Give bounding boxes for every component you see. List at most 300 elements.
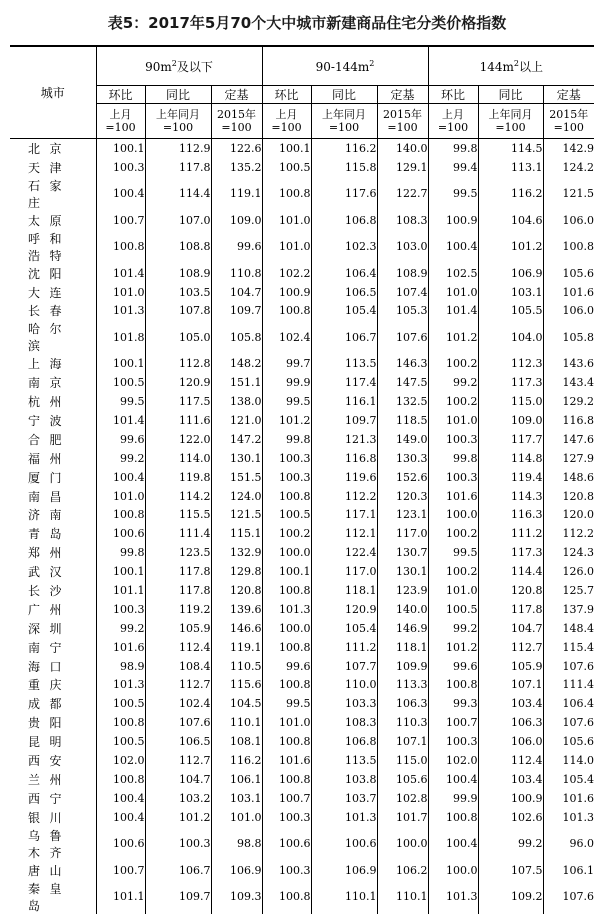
group-header-row [10, 46, 594, 86]
value-cell: 106.1 [543, 861, 594, 880]
value-cell: 101.6 [96, 638, 145, 657]
base-header-cell: 上年同月 =100 [478, 104, 543, 139]
city-cell: 沈 阳 [28, 266, 62, 281]
city-cell: 唐 山 [28, 863, 62, 878]
value-cell: 99.7 [262, 354, 311, 373]
table-row [10, 827, 594, 861]
city-cell: 银 川 [28, 810, 62, 825]
value-cell: 100.3 [428, 468, 478, 487]
value-cell: 147.6 [543, 430, 594, 449]
value-cell: 118.5 [377, 411, 428, 430]
value-cell: 100.5 [262, 158, 311, 177]
value-cell: 100.2 [428, 354, 478, 373]
value-cell: 119.4 [478, 468, 543, 487]
value-cell: 108.4 [145, 657, 211, 676]
table-row [10, 638, 594, 657]
value-cell: 105.4 [311, 619, 377, 638]
city-cell: 西 安 [28, 753, 62, 768]
value-cell: 100.5 [96, 694, 145, 713]
city-cell: 昆 明 [28, 735, 62, 750]
value-cell: 124.0 [211, 487, 262, 506]
value-cell: 146.3 [377, 354, 428, 373]
value-cell: 110.8 [211, 264, 262, 283]
value-cell: 100.3 [262, 468, 311, 487]
value-cell: 100.4 [96, 789, 145, 808]
value-cell: 99.8 [428, 449, 478, 468]
value-cell: 106.3 [478, 713, 543, 732]
value-cell: 99.8 [428, 139, 478, 158]
value-cell: 104.7 [211, 283, 262, 302]
value-cell: 120.8 [478, 581, 543, 600]
value-cell: 117.8 [478, 600, 543, 619]
city-cell: 兰 州 [28, 772, 62, 787]
value-cell: 101.0 [262, 211, 311, 230]
base-header-cell: 上年同月 =100 [311, 104, 377, 139]
value-cell: 112.3 [478, 354, 543, 373]
value-cell: 101.2 [478, 230, 543, 264]
value-cell: 110.3 [377, 713, 428, 732]
value-cell: 100.3 [145, 827, 211, 861]
value-cell: 99.8 [96, 543, 145, 562]
city-cell: 秦 皇 岛 [28, 881, 62, 913]
value-cell: 103.8 [311, 770, 377, 789]
value-cell: 101.3 [428, 880, 478, 914]
value-cell: 140.0 [377, 600, 428, 619]
value-cell: 106.3 [377, 694, 428, 713]
value-cell: 99.6 [96, 430, 145, 449]
value-cell: 110.1 [377, 880, 428, 914]
value-cell: 107.0 [145, 211, 211, 230]
value-cell: 99.3 [428, 694, 478, 713]
value-cell: 101.0 [211, 808, 262, 827]
value-cell: 102.4 [262, 320, 311, 354]
value-cell: 101.6 [543, 283, 594, 302]
table-row [10, 770, 594, 789]
value-cell: 99.5 [262, 392, 311, 411]
value-cell: 100.5 [96, 373, 145, 392]
value-cell: 142.9 [543, 139, 594, 158]
value-cell: 119.6 [311, 468, 377, 487]
value-cell: 126.0 [543, 562, 594, 581]
city-cell: 北 京 [10, 139, 96, 158]
value-cell: 106.8 [311, 211, 377, 230]
value-cell: 111.2 [478, 524, 543, 543]
city-cell: 乌 鲁 木 齐 [28, 828, 62, 860]
value-cell: 100.8 [262, 581, 311, 600]
value-cell: 106.8 [311, 732, 377, 751]
table-row [10, 789, 594, 808]
value-cell: 120.9 [145, 373, 211, 392]
value-cell: 120.8 [543, 487, 594, 506]
value-cell: 107.6 [145, 713, 211, 732]
value-cell: 100.7 [262, 789, 311, 808]
value-cell: 106.4 [311, 264, 377, 283]
city-cell: 长 沙 [28, 583, 62, 598]
value-cell: 111.6 [145, 411, 211, 430]
value-cell: 120.0 [543, 505, 594, 524]
value-cell: 105.9 [145, 619, 211, 638]
group-header-small: $90m^2$及以下 [96, 46, 262, 86]
table-row [10, 320, 594, 354]
value-cell: 100.9 [262, 283, 311, 302]
value-cell: 122.7 [377, 177, 428, 211]
value-cell: 106.4 [543, 694, 594, 713]
value-cell: 101.3 [96, 301, 145, 320]
city-cell: 南 昌 [28, 489, 62, 504]
value-cell: 100.0 [262, 619, 311, 638]
city-cell: 大 连 [28, 285, 62, 300]
value-cell: 99.5 [96, 392, 145, 411]
value-cell: 117.6 [311, 177, 377, 211]
value-cell: 109.0 [478, 411, 543, 430]
table-row [10, 449, 594, 468]
value-cell: 119.1 [211, 638, 262, 657]
value-cell: 102.6 [478, 808, 543, 827]
table-row [10, 675, 594, 694]
table-row [10, 657, 594, 676]
value-cell: 120.3 [377, 487, 428, 506]
value-cell: 105.6 [543, 264, 594, 283]
table-row [10, 619, 594, 638]
value-cell: 101.0 [96, 487, 145, 506]
value-cell: 116.8 [543, 411, 594, 430]
value-cell: 100.3 [428, 430, 478, 449]
value-cell: 123.1 [377, 505, 428, 524]
value-cell: 100.1 [262, 562, 311, 581]
value-cell: 98.8 [211, 827, 262, 861]
value-cell: 101.6 [543, 789, 594, 808]
value-cell: 100.3 [262, 449, 311, 468]
value-cell: 108.3 [311, 713, 377, 732]
value-cell: 104.5 [211, 694, 262, 713]
city-cell: 南 宁 [28, 640, 62, 655]
sub-header-cell: 环比 [428, 86, 478, 104]
value-cell: 129.1 [377, 158, 428, 177]
table-row [10, 354, 594, 373]
value-cell: 112.2 [543, 524, 594, 543]
value-cell: 100.8 [543, 230, 594, 264]
value-cell: 117.8 [145, 581, 211, 600]
value-cell: 149.0 [377, 430, 428, 449]
table-row [10, 230, 594, 264]
value-cell: 102.0 [428, 751, 478, 770]
value-cell: 115.1 [211, 524, 262, 543]
value-cell: 114.2 [145, 487, 211, 506]
value-cell: 117.0 [311, 562, 377, 581]
city-cell: 西 宁 [28, 791, 62, 806]
value-cell: 143.6 [543, 354, 594, 373]
city-cell: 福 州 [28, 451, 62, 466]
value-cell: 117.5 [145, 392, 211, 411]
value-cell: 107.4 [377, 283, 428, 302]
value-cell: 101.2 [428, 320, 478, 354]
value-cell: 106.9 [478, 264, 543, 283]
base-header-cell: 上年同月 =100 [145, 104, 211, 139]
value-cell: 114.8 [478, 449, 543, 468]
value-cell: 104.7 [478, 619, 543, 638]
value-cell: 99.2 [428, 373, 478, 392]
value-cell: 107.6 [543, 713, 594, 732]
value-cell: 119.1 [211, 177, 262, 211]
value-cell: 100.8 [262, 301, 311, 320]
value-cell: 148.2 [211, 354, 262, 373]
value-cell: 100.8 [262, 177, 311, 211]
value-cell: 115.8 [311, 158, 377, 177]
value-cell: 121.3 [311, 430, 377, 449]
value-cell: 101.8 [96, 320, 145, 354]
value-cell: 100.1 [262, 139, 311, 158]
value-cell: 130.1 [377, 562, 428, 581]
value-cell: 108.8 [145, 230, 211, 264]
value-cell: 112.2 [311, 487, 377, 506]
city-cell: 石 家 庄 [28, 178, 62, 210]
value-cell: 137.9 [543, 600, 594, 619]
value-cell: 107.6 [543, 880, 594, 914]
city-cell: 贵 阳 [28, 716, 62, 731]
value-cell: 100.2 [428, 524, 478, 543]
value-cell: 106.0 [543, 211, 594, 230]
value-cell: 110.1 [211, 713, 262, 732]
sub-header-cell: 同比 [311, 86, 377, 104]
value-cell: 101.6 [428, 487, 478, 506]
value-cell: 148.6 [543, 468, 594, 487]
value-cell: 100.1 [96, 354, 145, 373]
value-cell: 100.8 [262, 638, 311, 657]
sub-header-cell: 定基 [377, 86, 428, 104]
value-cell: 109.7 [211, 301, 262, 320]
value-cell: 99.5 [428, 177, 478, 211]
table-row [10, 487, 594, 506]
city-cell: 上 海 [28, 357, 62, 372]
value-cell: 115.5 [145, 505, 211, 524]
value-cell: 105.3 [377, 301, 428, 320]
value-cell: 99.5 [262, 694, 311, 713]
table-row [10, 880, 594, 914]
value-cell: 114.4 [145, 177, 211, 211]
value-cell: 112.4 [478, 751, 543, 770]
value-cell: 152.6 [377, 468, 428, 487]
value-cell: 99.2 [96, 449, 145, 468]
city-cell: 南 京 [28, 376, 62, 391]
base-header-cell: 上月 =100 [262, 104, 311, 139]
value-cell: 100.8 [262, 880, 311, 914]
value-cell: 101.0 [262, 713, 311, 732]
value-cell: 101.0 [428, 581, 478, 600]
base-header-cell: 上月 =100 [96, 104, 145, 139]
value-cell: 107.5 [478, 861, 543, 880]
value-cell: 106.7 [311, 320, 377, 354]
value-cell: 100.4 [96, 468, 145, 487]
value-cell: 115.0 [377, 751, 428, 770]
value-cell: 100.5 [262, 505, 311, 524]
value-cell: 100.3 [428, 732, 478, 751]
value-cell: 102.0 [96, 751, 145, 770]
value-cell: 117.8 [145, 562, 211, 581]
table-title: 表5：2017年5月70个大中城市新建商品住宅分类价格指数 [107, 14, 507, 32]
sub-header-cell: 定基 [211, 86, 262, 104]
value-cell: 98.9 [96, 657, 145, 676]
value-cell: 99.8 [262, 430, 311, 449]
value-cell: 117.0 [377, 524, 428, 543]
value-cell: 100.2 [262, 524, 311, 543]
value-cell: 100.6 [96, 524, 145, 543]
value-cell: 99.2 [96, 619, 145, 638]
value-cell: 114.0 [145, 449, 211, 468]
value-cell: 119.2 [145, 600, 211, 619]
city-cell: 深 圳 [28, 621, 62, 636]
value-cell: 103.2 [145, 789, 211, 808]
value-cell: 105.8 [543, 320, 594, 354]
value-cell: 100.8 [428, 808, 478, 827]
value-cell: 99.6 [211, 230, 262, 264]
value-cell: 111.4 [543, 675, 594, 694]
value-cell: 129.2 [543, 392, 594, 411]
value-cell: 115.4 [543, 638, 594, 657]
value-cell: 116.1 [311, 392, 377, 411]
value-cell: 106.9 [211, 861, 262, 880]
table-row [10, 732, 594, 751]
city-cell: 厦 门 [28, 470, 62, 485]
value-cell: 143.4 [543, 373, 594, 392]
value-cell: 99.6 [428, 657, 478, 676]
base-header-cell: 2015年 =100 [377, 104, 428, 139]
value-cell: 100.6 [311, 827, 377, 861]
value-cell: 102.4 [145, 694, 211, 713]
table-row [10, 543, 594, 562]
value-cell: 100.8 [96, 713, 145, 732]
table-row [10, 158, 594, 177]
value-cell: 111.2 [311, 638, 377, 657]
value-cell: 100.4 [96, 177, 145, 211]
value-cell: 101.7 [377, 808, 428, 827]
table-row [10, 808, 594, 827]
table-row [10, 562, 594, 581]
value-cell: 147.5 [377, 373, 428, 392]
value-cell: 101.3 [262, 600, 311, 619]
value-cell: 151.5 [211, 468, 262, 487]
city-cell: 长 春 [28, 304, 62, 319]
value-cell: 106.5 [145, 732, 211, 751]
value-cell: 102.5 [428, 264, 478, 283]
city-cell: 重 庆 [28, 678, 62, 693]
value-cell: 105.8 [211, 320, 262, 354]
table-row [10, 139, 594, 158]
value-cell: 148.4 [543, 619, 594, 638]
value-cell: 100.8 [262, 487, 311, 506]
value-cell: 105.5 [478, 301, 543, 320]
value-cell: 123.9 [377, 581, 428, 600]
table-row [10, 751, 594, 770]
value-cell: 120.8 [211, 581, 262, 600]
value-cell: 122.0 [145, 430, 211, 449]
value-cell: 135.2 [211, 158, 262, 177]
value-cell: 112.7 [145, 675, 211, 694]
value-cell: 119.8 [145, 468, 211, 487]
value-cell: 132.9 [211, 543, 262, 562]
value-cell: 101.2 [428, 638, 478, 657]
value-cell: 101.0 [96, 283, 145, 302]
value-cell: 114.3 [478, 487, 543, 506]
value-cell: 100.6 [96, 827, 145, 861]
value-cell: 106.9 [311, 861, 377, 880]
city-cell: 广 州 [28, 602, 62, 617]
value-cell: 130.3 [377, 449, 428, 468]
city-cell: 成 都 [28, 697, 62, 712]
value-cell: 108.3 [377, 211, 428, 230]
value-cell: 113.3 [377, 675, 428, 694]
value-cell: 100.0 [377, 827, 428, 861]
table-row [10, 373, 594, 392]
value-cell: 117.1 [311, 505, 377, 524]
value-cell: 101.0 [428, 411, 478, 430]
value-cell: 130.1 [211, 449, 262, 468]
value-cell: 99.2 [478, 827, 543, 861]
value-cell: 100.5 [96, 732, 145, 751]
value-cell: 100.7 [96, 211, 145, 230]
value-cell: 100.8 [96, 505, 145, 524]
value-cell: 139.6 [211, 600, 262, 619]
value-cell: 103.1 [478, 283, 543, 302]
group-header-large: $144m^2$以上 [428, 46, 594, 86]
value-cell: 100.9 [428, 211, 478, 230]
value-cell: 109.7 [311, 411, 377, 430]
value-cell: 103.7 [311, 789, 377, 808]
value-cell: 129.8 [211, 562, 262, 581]
city-cell: 郑 州 [28, 546, 62, 561]
value-cell: 100.8 [96, 770, 145, 789]
value-cell: 99.4 [428, 158, 478, 177]
value-cell: 100.3 [96, 158, 145, 177]
value-cell: 99.9 [262, 373, 311, 392]
base-header-row [10, 104, 594, 139]
value-cell: 122.4 [311, 543, 377, 562]
value-cell: 121.5 [543, 177, 594, 211]
value-cell: 146.9 [377, 619, 428, 638]
value-cell: 116.2 [478, 177, 543, 211]
city-cell: 武 汉 [28, 565, 62, 580]
value-cell: 117.7 [478, 430, 543, 449]
value-cell: 100.1 [96, 562, 145, 581]
value-cell: 100.9 [478, 789, 543, 808]
value-cell: 123.5 [145, 543, 211, 562]
value-cell: 100.8 [428, 675, 478, 694]
value-cell: 118.1 [311, 581, 377, 600]
value-cell: 112.7 [145, 751, 211, 770]
table-row [10, 283, 594, 302]
value-cell: 121.5 [211, 505, 262, 524]
table-row [10, 468, 594, 487]
value-cell: 100.3 [96, 600, 145, 619]
value-cell: 101.2 [262, 411, 311, 430]
value-cell: 99.2 [428, 619, 478, 638]
base-header-cell: 上月 =100 [428, 104, 478, 139]
value-cell: 110.1 [311, 880, 377, 914]
value-cell: 100.8 [96, 230, 145, 264]
table-row [10, 713, 594, 732]
value-cell: 117.3 [478, 543, 543, 562]
value-cell: 130.7 [377, 543, 428, 562]
city-cell: 宁 波 [28, 413, 62, 428]
value-cell: 107.1 [377, 732, 428, 751]
value-cell: 107.6 [543, 657, 594, 676]
value-cell: 96.0 [543, 827, 594, 861]
value-cell: 104.6 [478, 211, 543, 230]
value-cell: 114.5 [478, 139, 543, 158]
city-cell: 杭 州 [28, 395, 62, 410]
value-cell: 112.7 [478, 638, 543, 657]
value-cell: 117.4 [311, 373, 377, 392]
value-cell: 100.2 [428, 392, 478, 411]
